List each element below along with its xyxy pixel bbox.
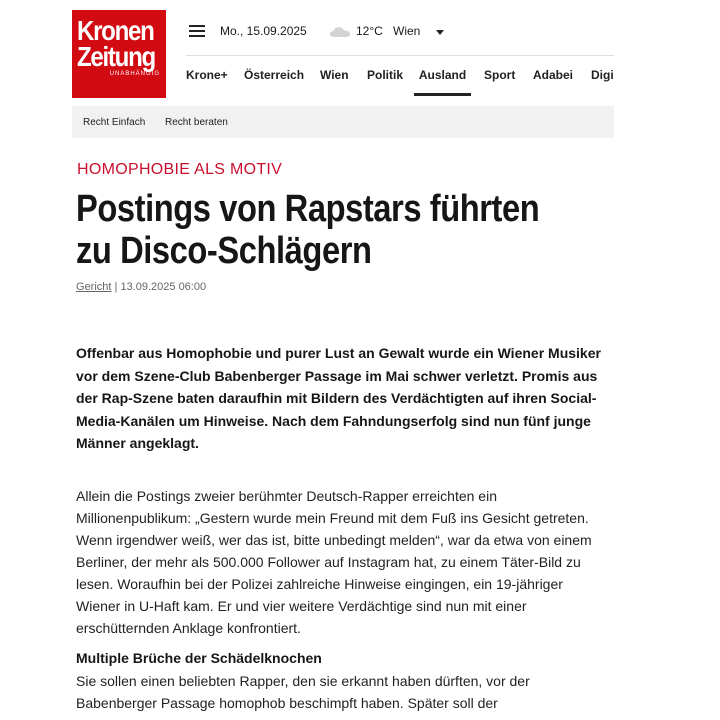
article-paragraph: Sie sollen einen beliebten Rapper, den sie erkannt haben dürften, vor der Babenberger Passage homophob beschimpft haben. Später soll der xyxy=(76,673,530,711)
nav-item-digital[interactable]: Digi xyxy=(591,68,614,82)
top-bar xyxy=(186,18,616,46)
article-headline: Postings von Rapstars führten zu Disco-Schlägern xyxy=(76,188,540,272)
nav-item-sport[interactable]: Sport xyxy=(484,68,516,82)
cloud-icon xyxy=(329,26,351,38)
nav-item-ausland[interactable]: Ausland xyxy=(414,56,471,96)
sub-navigation xyxy=(72,106,614,138)
article-subheading: Multiple Brüche der Schädelknochen xyxy=(76,650,322,666)
logo-line-1: Kronen xyxy=(77,15,154,46)
logo-tagline: UNABHÄNGIG xyxy=(109,71,160,77)
article-kicker: HOMOPHOBIE ALS MOTIV xyxy=(77,161,283,178)
meta-separator: | xyxy=(111,281,121,293)
city-selector[interactable]: Wien xyxy=(393,24,421,38)
main-navigation xyxy=(186,56,614,96)
current-date: Mo., 15.09.2025 xyxy=(220,24,307,38)
publish-datetime: 13.09.2025 06:00 xyxy=(120,281,207,293)
nav-item-krone-plus[interactable]: Krone+ xyxy=(186,68,228,82)
temperature: 12°C xyxy=(356,24,383,38)
nav-item-oesterreich[interactable]: Österreich xyxy=(244,68,305,82)
nav-item-adabei[interactable]: Adabei xyxy=(533,68,574,82)
nav-item-wien[interactable]: Wien xyxy=(320,68,349,82)
subnav-recht-beraten[interactable]: Recht beraten xyxy=(165,117,228,128)
hamburger-menu-icon[interactable] xyxy=(189,25,205,37)
subnav-recht-einfach[interactable]: Recht Einfach xyxy=(83,117,146,128)
nav-item-politik[interactable]: Politik xyxy=(367,68,404,82)
logo-line-2: Zeitung xyxy=(77,41,155,72)
kronen-zeitung-logo[interactable] xyxy=(72,10,166,98)
article-meta xyxy=(76,281,206,293)
chevron-down-icon[interactable] xyxy=(436,30,444,35)
category-link[interactable]: Gericht xyxy=(76,281,112,293)
article-paragraph: Allein die Postings zweier berühmter Deutsch-Rapper erreichten ein Millionenpublikum: „Gestern wurde mein Freund mit dem Fuß ins Gesicht getreten. Wenn irgendwer weiß, wer das ist, bitte unbedingt melden“, war da etwa von einem Berliner, der mehr als 500.000 Follower auf Instagram hat, zu einem Täter-Bild zu lesen. Woraufhin bei der Polizei zahlreiche Hinweise eingingen, ein 19-jähriger Wiener in U-Haft kam. Er und vier weitere Verdächtige sind nun mit einer erschütternden Anklage konfrontiert. xyxy=(76,488,592,636)
article-lead: Offenbar aus Homophobie und purer Lust an Gewalt wurde ein Wiener Musiker vor dem Szene-Club Babenberger Passage im Mai schwer verletzt. Promis aus der Rap-Szene baten daraufhin mit Bildern des Verdächtigten auf ihren Social-Media-Kanälen um Hinweise. Nach dem Fahndungserfolg sind nun fünf junge Männer angeklagt. xyxy=(76,345,601,451)
